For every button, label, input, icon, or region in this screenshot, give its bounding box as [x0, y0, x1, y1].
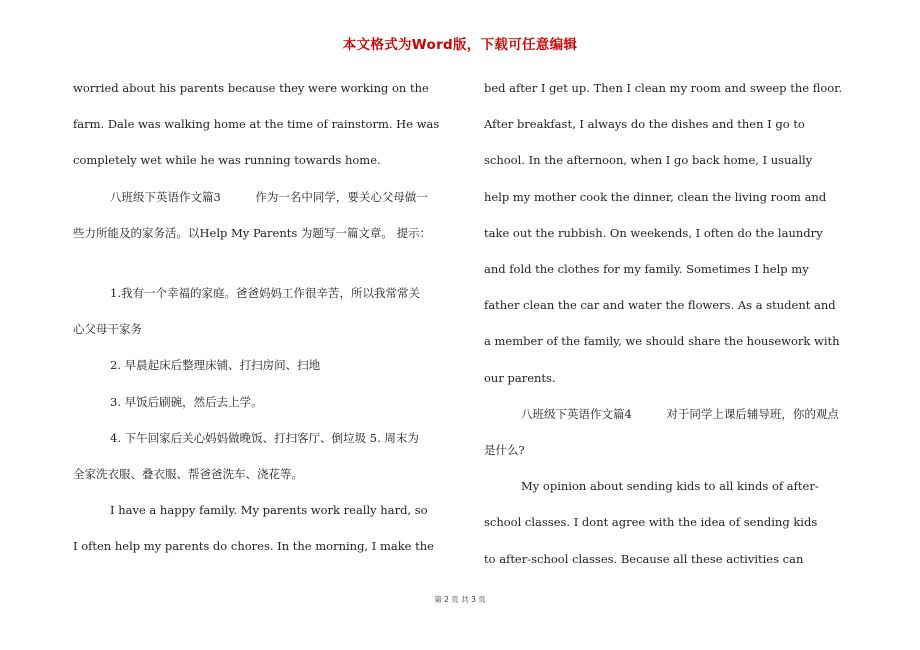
- essay-line: father clean the car and water the flowers. As a student and: [484, 298, 836, 313]
- essay-line: and fold the clothes for my family. Sometimes I help my: [484, 262, 809, 277]
- essay-line: school. In the afternoon, when I go back home, I usually: [484, 153, 813, 168]
- page-header-banner: 本文格式为Word版，下载可任意编辑: [342, 37, 578, 53]
- hint-line: 心父母干家务: [73, 322, 142, 337]
- hint-line: 4. 下午回家后关心妈妈做晚饭、打扫客厅、倒垃圾 5. 周末为: [110, 430, 419, 445]
- essay-line: our parents.: [484, 370, 556, 385]
- text-line: worried about his parents because they were working on the: [73, 81, 429, 95]
- text-line: 是什么?: [484, 443, 525, 458]
- essay-line: After breakfast, I always do the dishes and then I go to: [484, 117, 805, 132]
- essay-line: I often help my parents do chores. In the morning, I make the: [73, 539, 434, 554]
- essay-line: a member of the family, we should share the housework with: [484, 334, 840, 349]
- text-line: 些力所能及的家务活。以Help My Parents 为题写一篇文章。 提示：: [73, 225, 432, 240]
- essay-line: take out the rubbish. On weekends, I often do the laundry: [484, 225, 823, 240]
- section-heading-line: 八班级下英语作文篇4 对于同学上课后辅导班，你的观点: [521, 406, 839, 421]
- section-heading-line: 八班级下英语作文篇3 作为一名中同学，要关心父母做一: [110, 189, 428, 204]
- right-text-column: [484, 70, 866, 577]
- left-text-column: [73, 70, 465, 565]
- text-line: farm. Dale was walking home at the time of rainstorm. He was: [73, 117, 440, 132]
- essay-line: My opinion about sending kids to all kinds of after-: [521, 479, 819, 494]
- essay-line: I have a happy family. My parents work really hard, so: [110, 503, 428, 518]
- essay-line: school classes. I dont agree with the idea of sending kids: [484, 515, 818, 530]
- page-number-footer: 第 2 页 共 3 页: [434, 595, 486, 604]
- text-line: completely wet while he was running towards home.: [73, 153, 381, 168]
- essay-line: to after-school classes. Because all these activities can: [484, 551, 804, 566]
- hint-line: 全家洗衣服、叠衣服、帮爸爸洗车、浇花等。: [73, 467, 303, 482]
- paragraph-gap: [73, 251, 465, 275]
- hint-line: 3. 早饭后刷碗，然后去上学。: [110, 394, 263, 409]
- essay-line: bed after I get up. Then I clean my room and sweep the floor.: [484, 81, 843, 95]
- hint-line: 1.我有一个幸福的家庭。爸爸妈妈工作很辛苦，所以我常常关: [110, 286, 420, 301]
- hint-line: 2. 早晨起床后整理床铺、打扫房间、扫地: [110, 358, 321, 373]
- essay-line: help my mother cook the dinner, clean the living room and: [484, 189, 827, 204]
